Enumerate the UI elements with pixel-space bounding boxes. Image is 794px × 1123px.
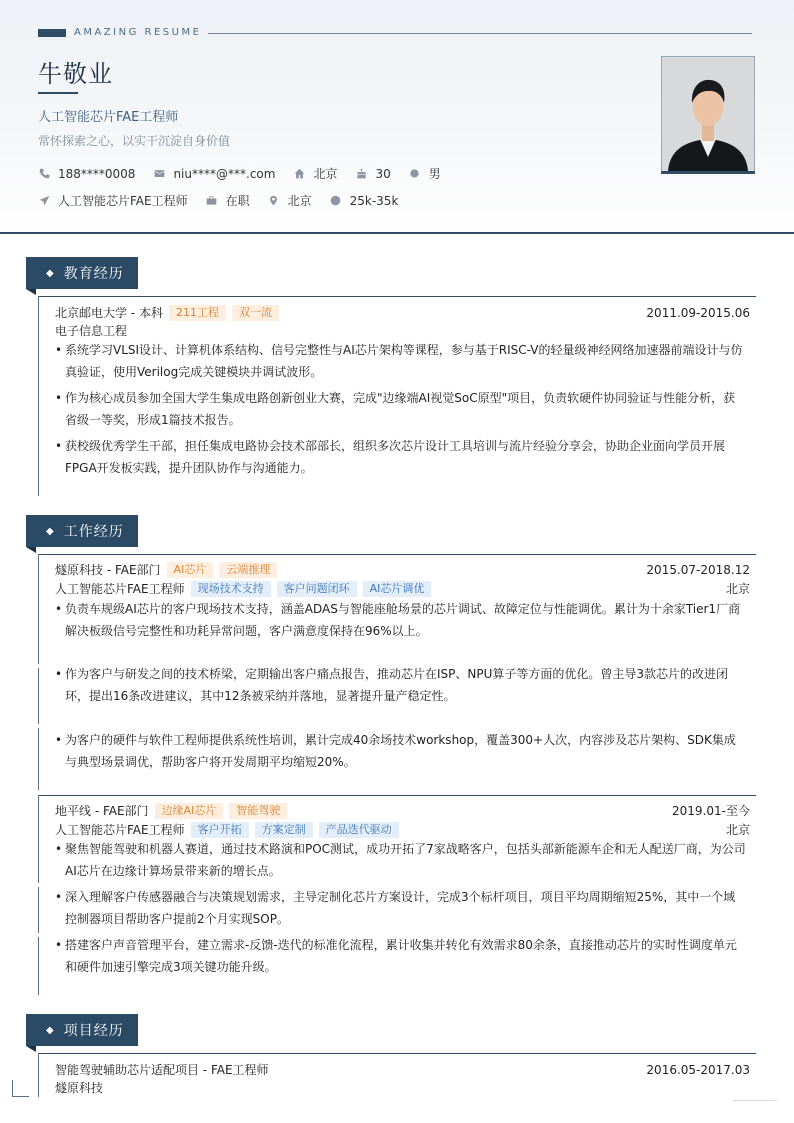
job-role-line xyxy=(55,821,750,838)
project-left-rule xyxy=(38,1053,39,1097)
company-name: 地平线 - FAE部门 xyxy=(55,804,149,818)
job-bullet: • 为客户的硬件与软件工程师提供系统性培训，累计完成40余场技术workshop，覆盖300+人次，内容涉及芯片架构、SDK集成与典型场景调优，帮助客户将开发周期平均缩短20%。 xyxy=(55,729,747,773)
job-city: 北京 xyxy=(725,582,750,596)
info-status: 在职 xyxy=(206,192,250,209)
section-education-header: ◆ 教育经历 xyxy=(26,257,138,289)
contact-row xyxy=(38,165,459,182)
gender-icon xyxy=(409,168,421,180)
education-entry-header xyxy=(55,304,750,321)
job-header xyxy=(55,802,750,819)
job-role: 人工智能芯片FAE工程师 xyxy=(55,823,185,837)
candidate-name: 牛敬业 xyxy=(38,60,113,88)
info-gender: 男 xyxy=(409,165,441,182)
info-salary: 25k-35k xyxy=(330,194,399,208)
motto: 常怀探索之心，以实干沉淀自身价值 xyxy=(38,134,231,148)
diamond-icon: ◆ xyxy=(46,525,55,537)
work-left-rule xyxy=(38,668,39,724)
project-header xyxy=(55,1061,750,1078)
job-bullet: • 聚焦智能驾驶和机器人赛道，通过技术路演和POC测试，成功开拓了7家战略客户，包括头部新能源车企和无人配送厂商，为公司AI芯片在边缘计算场景带来新的增长点。 xyxy=(55,838,747,882)
send-icon xyxy=(38,195,50,207)
role-tag: 方案定制 xyxy=(255,822,313,838)
diamond-icon: ◆ xyxy=(46,267,55,279)
school-tag: 211工程 xyxy=(169,305,226,321)
project-name: 智能驾驶辅助芯片适配项目 - FAE工程师 xyxy=(55,1063,269,1077)
role-tag: 客户开拓 xyxy=(191,822,249,838)
work-left-rule xyxy=(38,554,39,664)
work-left-rule xyxy=(38,728,39,790)
work-divider xyxy=(38,554,756,555)
role-tag: 客户问题闭环 xyxy=(277,581,357,597)
name-underline xyxy=(38,92,78,94)
company-tag: AI芯片 xyxy=(167,562,214,578)
phone-icon xyxy=(38,168,50,180)
job-city: 北京 xyxy=(725,823,750,837)
education-bullet: • 作为核心成员参加全国大学生集成电路创新创业大赛，完成"边缘端AI视觉SoC原型"项目，负责软硬件协同验证与性能分析，获省级一等奖，形成1篇技术报告。 xyxy=(55,387,747,431)
page-corner-line xyxy=(733,1100,777,1101)
job-date: 2015.07-2018.12 xyxy=(646,562,750,577)
info-phone: 188****0008 xyxy=(38,167,135,181)
role-tag: AI芯片调优 xyxy=(363,581,432,597)
section-project-header: ◆ 项目经历 xyxy=(26,1014,138,1046)
project-company: 燧原科技 xyxy=(55,1081,104,1095)
role-tag: 产品迭代驱动 xyxy=(319,822,399,838)
work-left-rule xyxy=(38,937,39,995)
education-bullet: • 获校级优秀学生干部，担任集成电路协会技术部部长，组织多次芯片设计工具培训与流片经验分享会，协助企业面向学员开展FPGA开发板实践，提升团队协作与沟通能力。 xyxy=(55,435,747,479)
job-bullet: • 作为客户与研发之间的技术桥梁，定期输出客户痛点报告，推动芯片在ISP、NPU算子等方面的优化。曾主导3款芯片的改进闭环，提出16条改进建议，其中12条被采纳并落地，显著提升量产稳定性。 xyxy=(55,663,747,707)
job-role: 人工智能芯片FAE工程师 xyxy=(55,582,185,596)
major: 电子信息工程 xyxy=(55,324,128,338)
page-corner-mark xyxy=(12,1080,29,1097)
info-email: niu****@***.com xyxy=(153,167,275,181)
mail-icon xyxy=(153,168,165,180)
project-company-line xyxy=(55,1079,750,1096)
education-bullet: • 系统学习VLSI设计、计算机体系结构、信号完整性与AI芯片架构等课程，参与基于RISC-V的轻量级神经网络加速器前端设计与仿真验证，使用Verilog完成关键模块并调试波形。 xyxy=(55,339,747,383)
info-age: 30 xyxy=(355,167,390,181)
school-tag: 双一流 xyxy=(232,305,279,321)
home-icon xyxy=(293,168,305,180)
job-bullet: • 搭建客户声音管理平台，建立需求-反馈-迭代的标准化流程，累计收集并转化有效需求80余条，直接推动芯片的实时性调度单元和硬件加速引擎完成3项关键功能升级。 xyxy=(55,934,747,978)
salary-icon xyxy=(330,195,342,207)
job-bullet: • 深入理解客户传感器融合与决策规划需求，主导定制化芯片方案设计，完成3个标杆项目，项目平均周期缩短25%，其中一个域控制器项目帮助客户提前2个月实现SOP。 xyxy=(55,886,747,930)
status-row xyxy=(38,192,416,209)
company-tag: 边缘AI芯片 xyxy=(155,803,224,819)
cake-icon xyxy=(355,168,367,180)
info-hometown: 北京 xyxy=(293,165,337,182)
education-left-rule xyxy=(38,296,39,496)
brand-strip xyxy=(38,29,66,37)
info-target-job: 人工智能芯片FAE工程师 xyxy=(38,192,188,209)
profile-photo xyxy=(661,56,755,172)
work-left-rule xyxy=(38,887,39,933)
job-date: 2019.01-至今 xyxy=(672,804,750,818)
work-left-rule xyxy=(38,795,39,883)
job-header xyxy=(55,561,750,578)
work-divider xyxy=(38,795,756,796)
school-name: 北京邮电大学 - 本科 xyxy=(55,306,163,320)
photo-bar xyxy=(661,171,755,174)
brand-divider xyxy=(208,33,752,34)
project-divider xyxy=(38,1053,756,1054)
info-city: 北京 xyxy=(268,192,312,209)
briefcase-icon xyxy=(206,195,218,207)
education-date: 2011.09-2015.06 xyxy=(646,305,750,320)
education-major-line xyxy=(55,322,750,339)
role-tag: 现场技术支持 xyxy=(191,581,271,597)
project-date: 2016.05-2017.03 xyxy=(646,1062,750,1077)
company-tag: 智能驾驶 xyxy=(229,803,287,819)
location-pin-icon xyxy=(268,195,280,207)
diamond-icon: ◆ xyxy=(46,1024,55,1036)
education-divider xyxy=(38,296,756,297)
job-title: 人工智能芯片FAE工程师 xyxy=(38,110,179,125)
brand-text: AMAZING RESUME xyxy=(74,27,202,38)
job-role-line xyxy=(55,580,750,597)
section-work-header: ◆ 工作经历 xyxy=(26,515,138,547)
company-name: 燧原科技 - FAE部门 xyxy=(55,563,161,577)
job-bullet: • 负责车规级AI芯片的客户现场技术支持，涵盖ADAS与智能座舱场景的芯片调试、故障定位与性能调优。累计为十余家Tier1厂商解决板级信号完整性和功耗异常问题，客户满意度保持在96%以上。 xyxy=(55,598,747,642)
avatar-icon xyxy=(662,57,754,171)
company-tag: 云端推理 xyxy=(219,562,277,578)
